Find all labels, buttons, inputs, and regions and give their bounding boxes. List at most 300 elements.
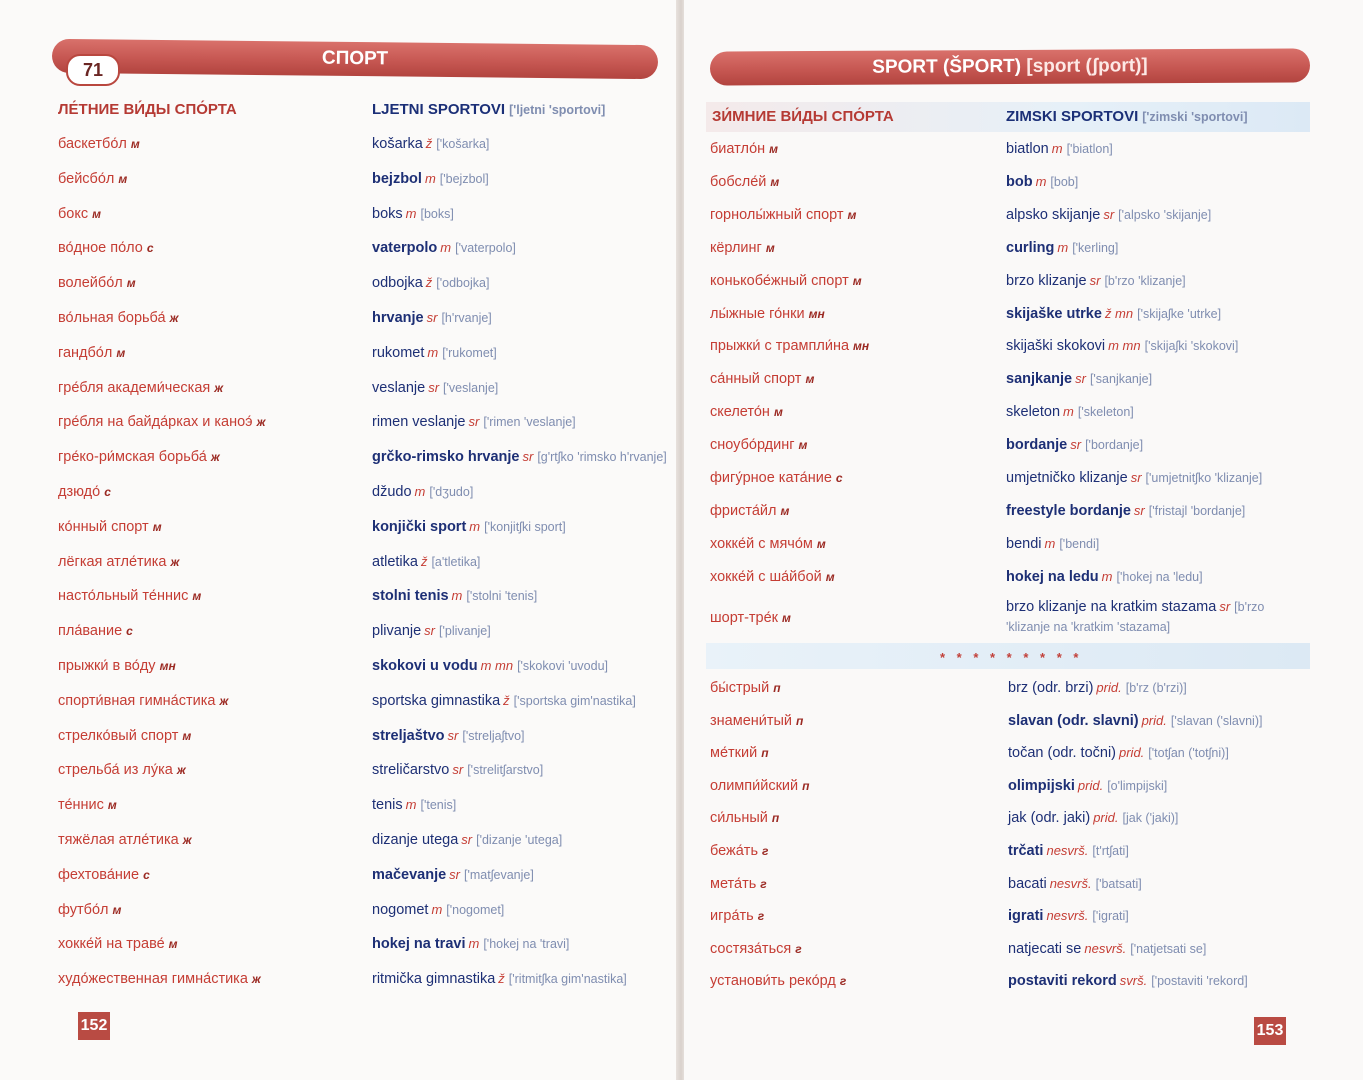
entry-hr-word: točan (odr. točni) <box>1008 745 1116 762</box>
entry-hr-gender: m <box>468 936 480 952</box>
entry-ru <box>58 728 191 750</box>
entry-hr-word: mačevanje <box>372 866 447 883</box>
entry-hr-gender: prid. <box>1119 745 1145 761</box>
entry-hr <box>372 658 608 680</box>
entry-ru-word: сноубо́рдинг <box>710 437 795 454</box>
entry-hr-gender: m <box>405 797 417 813</box>
left-heading-hr-phonetic: ['ljetni 'sportovi] <box>509 103 606 117</box>
entry-hr-phonetic: ['skijaʃke 'utrke] <box>1137 306 1222 321</box>
entry-ru <box>710 713 803 735</box>
entry-hr-gender: m <box>1051 141 1063 156</box>
entry-ru <box>58 484 111 506</box>
entry-hr <box>372 762 543 784</box>
entry-hr <box>1008 778 1167 800</box>
entry-hr-gender: ž <box>420 553 428 569</box>
entry-ru <box>58 345 125 367</box>
entry-hr-gender: sr <box>1075 371 1086 387</box>
entry-ru <box>58 867 150 889</box>
entry-ru <box>58 449 220 471</box>
entry-hr <box>1008 745 1229 767</box>
entry-ru <box>710 371 814 393</box>
entry-hr <box>1006 569 1203 591</box>
entry-ru <box>58 275 136 297</box>
entry-ru <box>58 971 261 993</box>
left-heading-hr-text: LJETNI SPORTOVI <box>372 101 506 118</box>
entry-hr-word: freestyle bordanje <box>1006 502 1131 519</box>
entry-ru <box>710 470 843 492</box>
entry-ru <box>58 658 176 680</box>
entry-ru-word: ко́нный спорт <box>58 518 149 535</box>
entry-ru-gender: с <box>143 867 150 882</box>
entry-ru-word: са́нный спорт <box>710 371 802 388</box>
right-heading-hr <box>1006 108 1248 130</box>
entry-hr-gender: ž <box>425 136 433 151</box>
entry-hr <box>1006 273 1186 295</box>
entry-hr-gender: svrš. <box>1119 973 1148 989</box>
entry-ru <box>710 338 869 360</box>
entry-hr-phonetic: [a'tletika] <box>431 554 481 569</box>
entry-hr <box>1006 536 1099 558</box>
entry-ru-word: игра́ть <box>710 908 754 925</box>
right-heading-hr-phonetic: ['zimski 'sportovi] <box>1142 110 1248 124</box>
entry-hr-phonetic: ['dizanje 'utega] <box>476 833 563 847</box>
entry-hr <box>372 797 456 819</box>
entry-ru-gender: м <box>116 345 126 360</box>
entry-ru-gender: мн <box>853 339 870 354</box>
entry-hr <box>372 449 667 471</box>
entry-ru-gender: ж <box>251 972 261 987</box>
entry-ru-gender: ж <box>256 415 266 430</box>
entry-ru-gender: ж <box>219 693 229 708</box>
entry-hr-gender: m <box>1063 404 1074 420</box>
entry-hr-gender: sr <box>1130 470 1142 485</box>
entry-hr-gender: m <box>427 344 439 360</box>
entry-hr <box>1008 713 1262 735</box>
entry-ru <box>710 610 791 632</box>
right-banner <box>710 48 1310 85</box>
entry-hr-gender: m <box>1101 568 1113 584</box>
entry-hr-gender: sr <box>1133 502 1145 518</box>
entry-hr-gender: sr <box>468 414 480 430</box>
entry-ru-gender: г <box>757 909 765 924</box>
entry-hr-gender: sr <box>424 623 436 639</box>
entry-ru <box>58 832 192 854</box>
entry-ru-gender: г <box>839 974 847 989</box>
entry-ru <box>58 693 228 715</box>
entry-hr <box>372 414 576 436</box>
entry-hr-phonetic: ['veslanje] <box>443 380 499 395</box>
entry-hr <box>1008 843 1129 865</box>
entry-hr <box>372 588 537 610</box>
entry-hr-word: bacati <box>1008 875 1047 892</box>
entry-hr <box>372 936 569 958</box>
entry-hr-gender: m <box>1035 173 1047 189</box>
entry-hr-phonetic: ['rimen 'veslanje] <box>483 415 576 430</box>
entry-hr <box>372 240 516 262</box>
entry-hr <box>1006 371 1152 393</box>
entry-hr-phonetic: ['igrati] <box>1092 909 1129 924</box>
entry-hr-gender: prid. <box>1141 712 1167 728</box>
entry-ru-word: во́дное по́ло <box>58 240 143 257</box>
right-banner-title: SPORT (ŠPORT) <box>872 55 1022 78</box>
entry-ru <box>58 554 179 576</box>
entry-ru-gender: г <box>760 876 767 891</box>
right-banner-phonetic: [sport (ʃport)] <box>1026 55 1148 77</box>
entry-ru <box>58 136 140 158</box>
entry-hr-phonetic: ['fristajl 'bordanje] <box>1148 503 1246 518</box>
entry-hr-word: tenis <box>372 797 403 814</box>
entry-hr-phonetic: [b'rz (b'rzi)] <box>1125 681 1187 695</box>
entry-hr-phonetic: ['ritmitʃka gim'nastika] <box>508 972 627 987</box>
entry-ru-gender: м <box>765 240 775 255</box>
entry-ru-gender: м <box>107 798 117 813</box>
entry-hr-phonetic: [boks] <box>420 206 454 221</box>
entry-ru-word: фехтова́ние <box>58 866 140 883</box>
entry-hr-phonetic: ['bejzbol] <box>439 171 489 186</box>
entry-hr-phonetic: ['dʒudo] <box>429 485 474 499</box>
entry-ru-gender: м <box>152 519 162 534</box>
entry-hr-word: sanjkanje <box>1006 371 1073 388</box>
entry-ru-gender: с <box>835 471 843 485</box>
entry-ru-gender: п <box>761 746 769 761</box>
left-heading-ru: ЛЕ́ТНИЕ ВИ́ДЫ СПО́РТА <box>58 101 237 118</box>
entry-ru-gender: п <box>773 681 781 695</box>
entry-hr <box>372 380 498 402</box>
entry-hr-word: umjetničko klizanje <box>1006 470 1128 486</box>
entry-ru-word: шорт-тре́к <box>710 610 779 626</box>
entry-ru <box>710 843 768 865</box>
entry-hr-word: igrati <box>1008 908 1044 925</box>
entry-ru <box>710 141 778 163</box>
left-page-number: 152 <box>78 1012 110 1040</box>
entry-ru-word: хокке́й с ша́йбой <box>710 568 822 585</box>
entry-hr-phonetic: ['alpsko 'skijanje] <box>1118 207 1212 222</box>
entry-hr-word: bob <box>1006 173 1033 190</box>
entry-ru-word: гре́ко-ри́мская борьба́ <box>58 449 207 466</box>
entry-ru-word: лы́жные го́нки <box>710 305 805 322</box>
entry-hr-phonetic: ['skokovi 'uvodu] <box>517 659 608 673</box>
entry-ru-gender: г <box>795 941 802 956</box>
entry-hr-word: odbojka <box>372 275 423 292</box>
entry-ru <box>58 588 201 610</box>
entry-ru <box>58 414 265 436</box>
entry-ru-word: пла́вание <box>58 623 123 640</box>
entry-hr-word: atletika <box>372 553 418 570</box>
entry-ru-word: фигу́рное ката́ние <box>710 470 832 486</box>
entry-ru-word: конькобе́жный спорт <box>710 272 849 289</box>
entry-ru <box>58 310 178 332</box>
entry-hr-phonetic: [g'rtʃko 'rimsko h'rvanje] <box>537 450 667 465</box>
entry-hr <box>1006 470 1262 492</box>
entry-hr-gender: sr <box>452 762 464 778</box>
entry-hr-word: grčko-rimsko hrvanje <box>372 449 520 466</box>
left-banner <box>52 39 658 79</box>
entry-hr-phonetic: ['nogomet] <box>446 902 505 917</box>
entry-hr-gender: nesvrš. <box>1046 843 1089 858</box>
entry-hr-word: bendi <box>1006 535 1042 552</box>
entry-hr-gender: sr <box>447 727 459 743</box>
entry-hr-phonetic: ['natjetsati se] <box>1130 941 1207 956</box>
entry-ru-gender: м <box>118 171 128 186</box>
entry-ru <box>710 973 846 995</box>
entry-ru-word: насто́льный те́ннис <box>58 588 189 605</box>
entry-ru-gender: п <box>771 811 780 826</box>
entry-hr-word: boks <box>372 205 403 222</box>
entry-ru-word: бобсле́й <box>710 173 767 190</box>
entry-ru-gender: г <box>762 844 769 858</box>
right-heading-ru: ЗИ́МНИЕ ВИ́ДЫ СПО́РТА <box>712 108 894 125</box>
entry-ru-word: бежа́ть <box>710 843 759 859</box>
entry-ru-word: си́льный <box>710 810 768 827</box>
entry-hr-gender: prid. <box>1077 777 1104 793</box>
entry-hr <box>1006 174 1078 196</box>
entry-hr-phonetic: ['stolni 'tenis] <box>466 589 538 604</box>
entry-hr-phonetic: ['bendi] <box>1059 536 1100 551</box>
entry-ru-word: фриста́йл <box>710 502 777 519</box>
entry-ru-gender: м <box>182 728 192 743</box>
entry-ru <box>710 680 781 702</box>
entry-hr-word: skijaški skokovi <box>1006 338 1106 355</box>
entry-hr-short-track <box>1006 597 1306 637</box>
entry-hr-word: jak (odr. jaki) <box>1008 810 1091 827</box>
entry-ru <box>58 206 101 228</box>
entry-ru-gender: мн <box>808 306 825 321</box>
entry-ru-word: хокке́й с мячо́м <box>710 535 813 552</box>
entry-hr-word: skijaške utrke <box>1006 305 1102 322</box>
entry-hr <box>372 136 489 158</box>
entry-hr-phonetic: ['sanjkanje] <box>1089 372 1153 387</box>
entry-ru-word: биатло́н <box>710 141 766 157</box>
entry-hr-phonetic: [b'rzo 'klizanje] <box>1104 273 1186 288</box>
entry-ru-gender: ж <box>210 450 220 465</box>
entry-ru <box>710 569 835 591</box>
entry-hr-word: biatlon <box>1006 141 1049 157</box>
entry-ru-gender: мн <box>159 659 176 673</box>
entry-ru-gender: м <box>773 405 783 420</box>
entry-hr-gender: m <box>1044 535 1056 551</box>
entry-ru-gender: с <box>104 485 111 499</box>
entry-hr-phonetic: ['postaviti 'rekord] <box>1151 974 1248 989</box>
entry-ru-word: те́ннис <box>58 797 104 814</box>
entry-ru-word: лёгкая атле́тика <box>58 553 167 570</box>
entry-ru-gender: м <box>816 536 826 551</box>
entry-hr <box>1008 876 1142 898</box>
entry-hr-phonetic: ['kerling] <box>1072 240 1119 255</box>
entry-ru <box>58 762 186 784</box>
entry-ru-gender: ж <box>170 554 180 569</box>
entry-hr-gender: prid. <box>1093 810 1119 826</box>
entry-hr-gender: ž mn <box>1104 305 1134 321</box>
entry-ru-word: горнолы́жный спорт <box>710 206 844 223</box>
entry-hr-word: skeleton <box>1006 404 1061 421</box>
entry-hr <box>372 902 504 924</box>
entry-hr <box>1008 908 1129 930</box>
entry-hr <box>1008 941 1206 963</box>
entry-ru-word: установи́ть реко́рд <box>710 973 836 990</box>
entry-hr-word: natjecati se <box>1008 940 1082 957</box>
entry-ru-gender: м <box>798 438 808 453</box>
entry-hr-word: vaterpolo <box>372 240 438 257</box>
entry-hr-phonetic: ['umjetnitʃko 'klizanje] <box>1145 471 1263 485</box>
entry-hr <box>1006 306 1221 328</box>
entry-hr-phonetic: ['košarka] <box>436 137 490 151</box>
left-banner-title: СПОРТ <box>321 47 389 70</box>
entry-ru-gender: п <box>796 713 804 728</box>
entry-ru-word: волейбо́л <box>58 275 123 292</box>
entry-ru-word: кёрлинг <box>710 239 762 256</box>
entry-ru-gender: м <box>825 569 835 584</box>
entry-hr-phonetic: ['biatlon] <box>1066 142 1113 156</box>
entry-ru-gender: м <box>92 206 102 221</box>
entry-ru <box>58 623 133 645</box>
entry-ru-word: бокс <box>58 205 89 222</box>
entry-hr-word: bordanje <box>1006 437 1068 454</box>
entry-ru-word: скелето́н <box>710 404 770 421</box>
entry-ru <box>58 797 117 819</box>
entry-hr-word: sportska gimnastika <box>372 692 501 709</box>
entry-ru-gender: м <box>112 902 122 917</box>
entry-ru <box>58 171 127 193</box>
entry-hr <box>372 275 489 297</box>
entry-hr-gender: sr <box>1070 437 1082 453</box>
entry-hr <box>372 623 491 645</box>
entry-hr-gender: sr <box>461 832 473 847</box>
entry-hr-gender: m <box>469 518 481 534</box>
entry-hr-phonetic: ['matʃevanje] <box>464 867 534 882</box>
entry-hr <box>372 345 497 367</box>
entry-hr <box>1006 207 1211 229</box>
entry-hr-word: ritmička gimnastika <box>372 971 496 988</box>
entry-ru-word: во́льная борьба́ <box>58 310 166 326</box>
entry-ru <box>710 240 775 262</box>
entry-hr-word: veslanje <box>372 379 426 396</box>
entry-hr-gender: sr <box>428 379 440 395</box>
entry-hr-phonetic: ['konjitʃki sport] <box>484 519 566 534</box>
entry-ru-word: бейсбо́л <box>58 170 115 187</box>
entry-hr <box>1008 680 1187 702</box>
entry-ru <box>710 908 764 930</box>
entry-ru-gender: м <box>126 276 136 291</box>
right-page-number: 153 <box>1254 1017 1286 1045</box>
entry-ru-word: гре́бля на байда́рках и каноэ́ <box>58 414 253 431</box>
entry-hr <box>372 832 562 854</box>
entry-hr <box>372 867 534 889</box>
entry-ru-word: дзюдо́ <box>58 484 101 500</box>
entry-hr <box>372 728 525 750</box>
entry-hr-word: stolni tenis <box>372 588 449 605</box>
left-heading-hr <box>372 101 605 123</box>
entry-hr-gender: m mn <box>1108 338 1141 354</box>
entry-ru <box>710 876 767 898</box>
entry-hr-word: konjički sport <box>372 518 467 535</box>
entry-ru <box>58 519 162 541</box>
entry-ru-gender: м <box>852 273 862 288</box>
entry-ru <box>710 437 807 459</box>
entry-hr-phonetic: ['skeleton] <box>1077 405 1134 420</box>
entry-hr <box>1006 141 1113 163</box>
entry-hr-word: trčati <box>1008 843 1044 859</box>
entry-ru-word: спорти́вная гимна́стика <box>58 692 216 709</box>
entry-hr <box>1006 240 1118 262</box>
entry-hr-word: streličarstvo <box>372 762 450 779</box>
entry-ru-gender: м <box>130 137 140 151</box>
entry-ru-word: гре́бля академи́ческая <box>58 379 211 396</box>
entry-ru <box>710 536 826 558</box>
entry-hr-gender: nesvrš. <box>1084 940 1127 956</box>
entry-hr <box>372 971 627 993</box>
entry-ru-gender: м <box>192 589 202 604</box>
entry-ru-word: мета́ть <box>710 875 757 892</box>
entry-hr-phonetic: [o'limpijski] <box>1107 778 1168 793</box>
entry-hr <box>1006 338 1238 360</box>
entry-hr-word: nogomet <box>372 901 429 918</box>
entry-ru <box>58 380 223 402</box>
entry-hr <box>1006 503 1245 525</box>
entry-hr <box>372 484 473 506</box>
entry-hr-phonetic: ['tenis] <box>420 798 457 813</box>
entry-hr-gender: m <box>440 240 452 256</box>
entry-ru-gender: м <box>770 174 780 189</box>
entry-hr-gender: nesvrš. <box>1046 908 1089 924</box>
entry-hr-phonetic: [bob] <box>1050 174 1079 189</box>
entry-ru <box>710 207 856 229</box>
entry-hr-gender: m <box>451 588 463 604</box>
entry-hr-phonetic: ['strelitʃarstvo] <box>467 763 544 778</box>
entry-ru-word: знамени́тый <box>710 712 793 729</box>
entry-hr-word: bejzbol <box>372 170 422 187</box>
entry-ru-gender: м <box>805 372 815 387</box>
entry-hr-word: curling <box>1006 239 1055 256</box>
entry-hr-phonetic: ['plivanje] <box>439 624 491 639</box>
entry-hr-word: dizanje utega <box>372 832 459 848</box>
entry-ru-word: состяза́ться <box>710 940 792 957</box>
entry-hr-gender: sr <box>1089 272 1101 288</box>
entry-hr-word: hrvanje <box>372 310 424 326</box>
entry-ru-word: олимпи́йский <box>710 777 799 794</box>
entry-hr-word: brz (odr. brzi) <box>1008 680 1094 696</box>
entry-hr <box>372 171 489 193</box>
entry-hr-word: rimen veslanje <box>372 414 466 431</box>
entry-hr-gender: sr <box>426 310 438 325</box>
entry-hr-gender: m <box>424 170 436 186</box>
entry-hr-phonetic: ['totʃan ('totʃni)] <box>1148 746 1229 761</box>
entry-ru-gender: ж <box>182 833 192 847</box>
entry-hr-phonetic: ['skijaʃki 'skokovi] <box>1144 339 1239 354</box>
entry-ru-word: прыжки́ с трампли́на <box>710 338 850 355</box>
entry-ru-gender: м <box>780 503 790 518</box>
section-separator-stars: * * * * * * * * * <box>940 650 1083 665</box>
entry-ru-word: бы́стрый <box>710 680 770 696</box>
entry-hr <box>372 519 566 541</box>
entry-ru <box>710 404 783 426</box>
entry-hr-word: alpsko skijanje <box>1006 206 1101 223</box>
entry-hr <box>372 693 636 715</box>
entry-hr-gender: nesvrš. <box>1049 875 1092 891</box>
entry-hr <box>372 206 454 228</box>
entry-hr-phonetic: ['hokej na 'travi] <box>483 937 570 952</box>
entry-hr-phonetic: ['hokej na 'ledu] <box>1116 569 1203 584</box>
entry-hr-phonetic: [h'rvanje] <box>441 311 492 325</box>
entry-hr-gender: m mn <box>480 658 514 673</box>
entry-hr-gender: sr <box>1103 206 1115 222</box>
entry-hr-phonetic: [jak ('jaki)] <box>1122 811 1179 826</box>
entry-hr <box>1008 973 1248 995</box>
entry-hr-gender: m <box>431 901 443 917</box>
entry-ru <box>58 240 154 262</box>
entry-hr-phonetic: ['slavan ('slavni)] <box>1170 713 1263 728</box>
entry-ru-word: стрелко́вый спорт <box>58 727 179 744</box>
entry-ru-word: футбо́л <box>58 901 109 918</box>
